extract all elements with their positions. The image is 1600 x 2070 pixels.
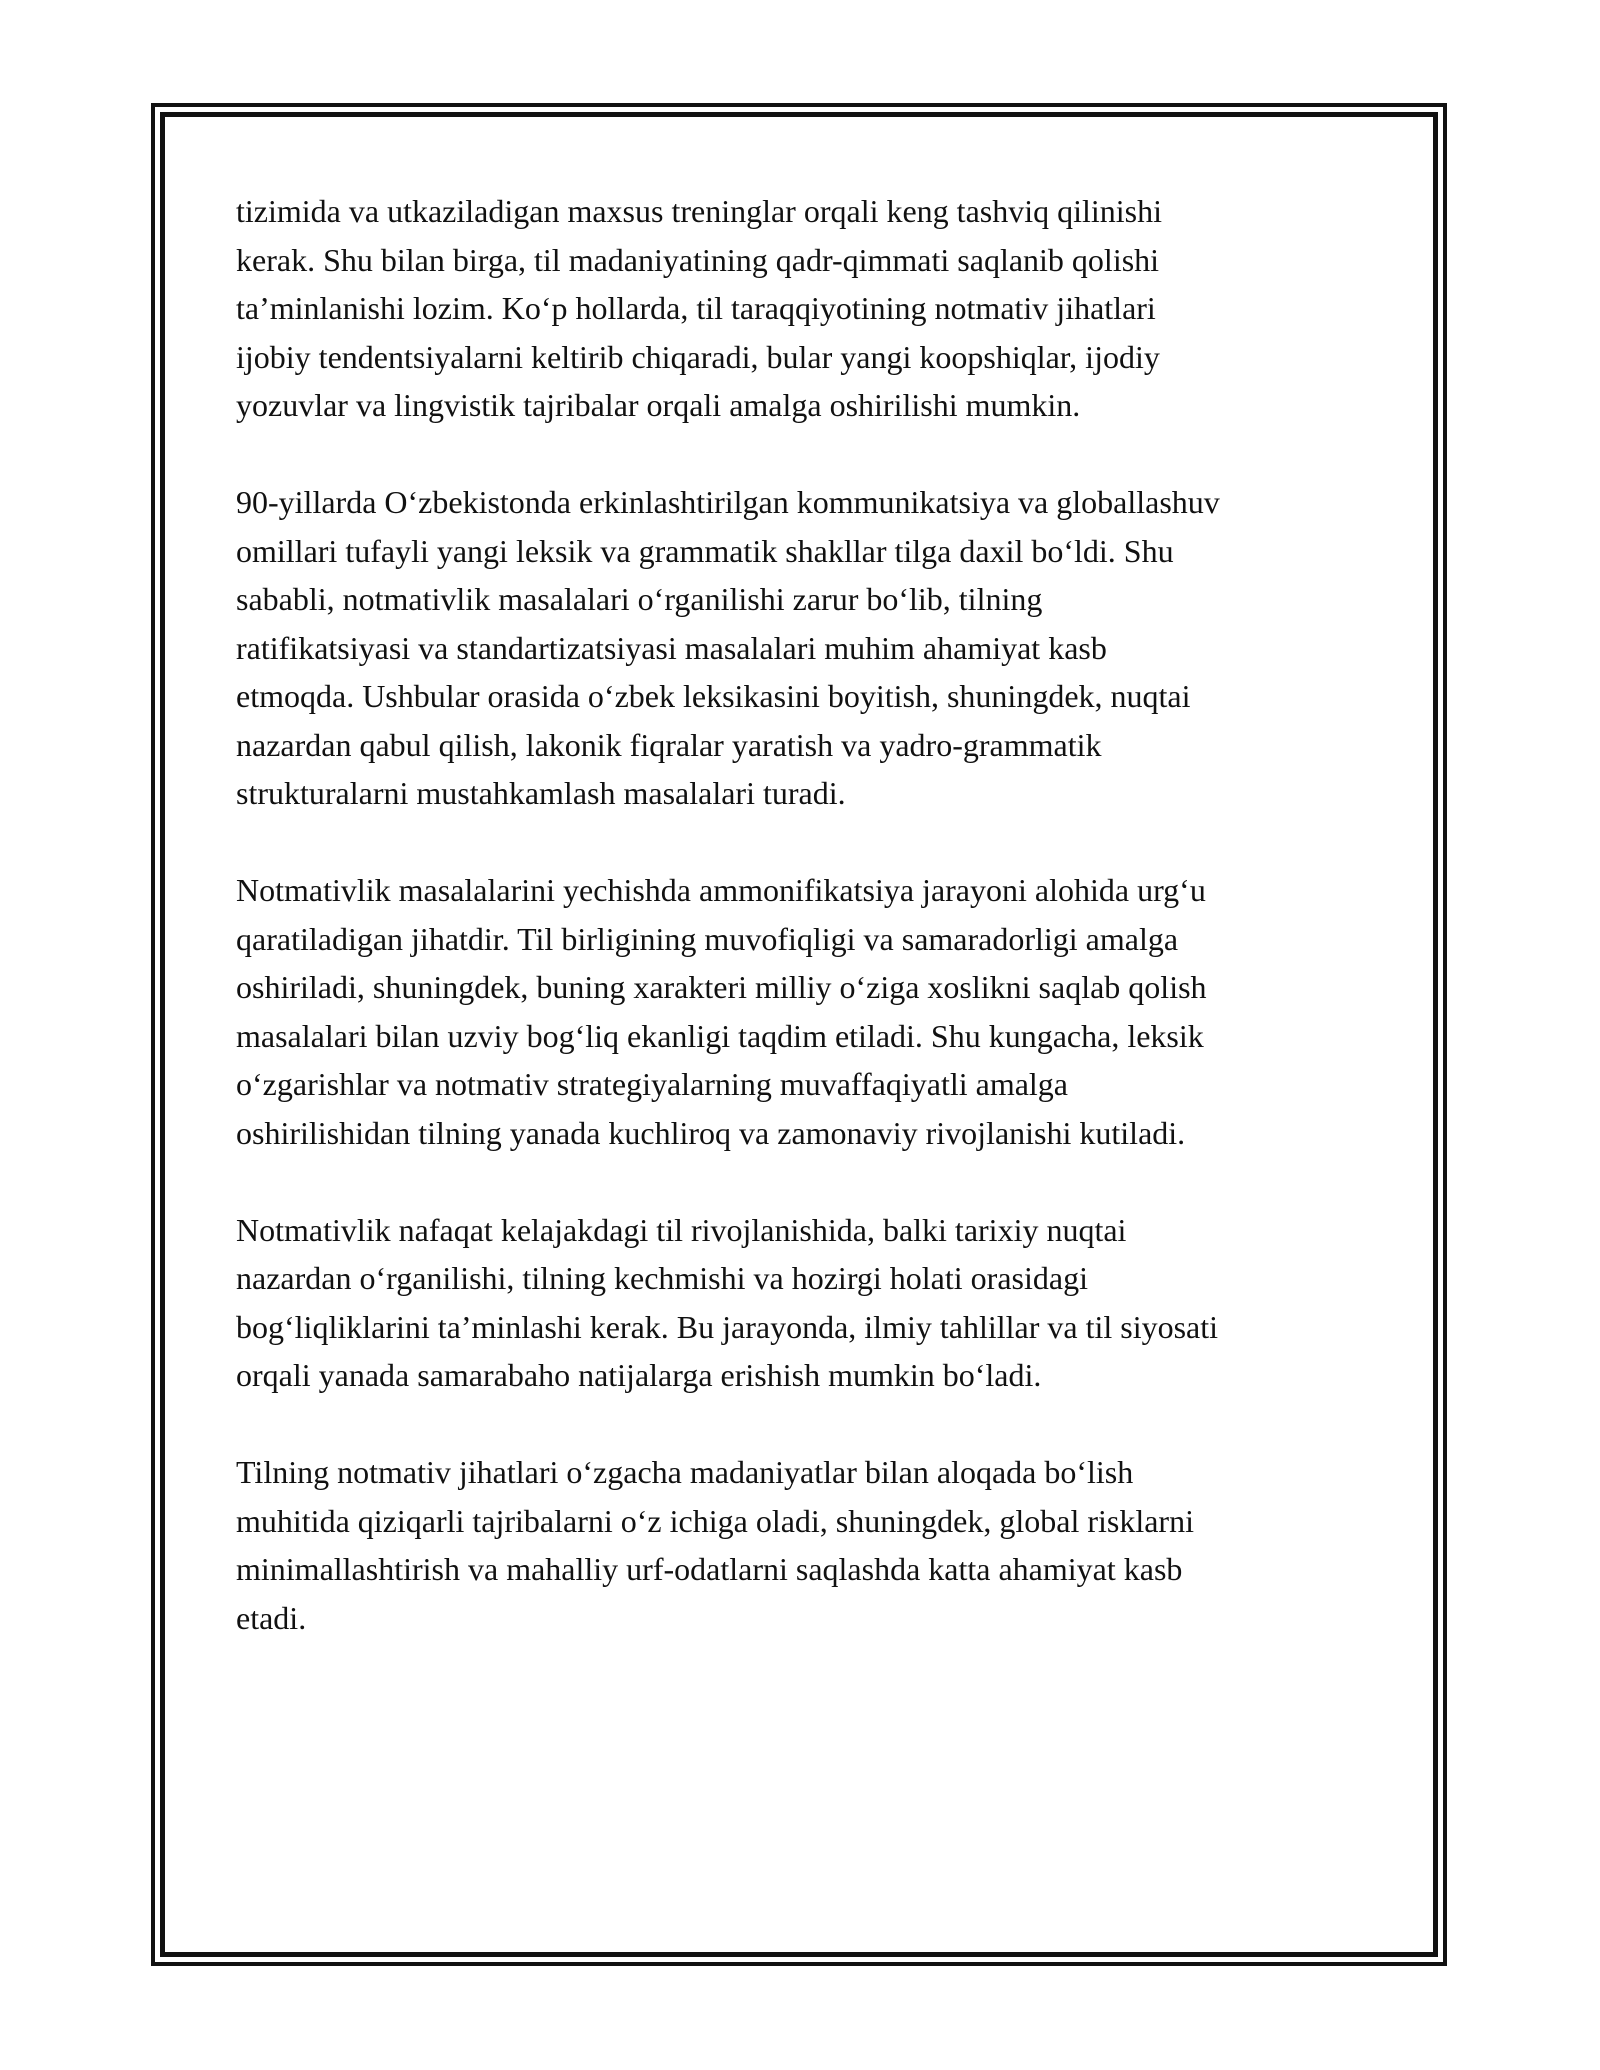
text-line: oshiriladi, shuningdek, buning xarakteri milliy o‘ziga xoslikni saqlab qolish — [236, 969, 1207, 1005]
text-line: masalalari bilan uzviy bog‘liq ekanligi taqdim etiladi. Shu kungacha, leksik — [236, 1017, 1204, 1054]
paragraph — [236, 187, 1376, 430]
text-line: qaratiladigan jihatdir. Til birligining muvofiqligi va samaradorligi amalga — [236, 920, 1179, 957]
text-line: 90-yillarda O‘zbekistonda erkinlashtirilgan kommunikatsiya va globallashuv — [236, 484, 1220, 520]
text-line: nazardan o‘rganilishi, tilning kechmishi va hozirgi holati orasidagi — [236, 1260, 1088, 1296]
text-line: bog‘liqliklarini ta’minlashi kerak. Bu jarayonda, ilmiy tahlillar va til siyosati — [236, 1308, 1219, 1345]
text-line: Tilning notmativ jihatlari o‘zgacha madaniyatlar bilan aloqada bo‘lish — [236, 1454, 1134, 1490]
text-line: o‘zgarishlar va notmativ strategiyalarning muvaffaqiyatli amalga — [236, 1066, 1068, 1102]
text-line: minimallashtirish va mahalliy urf-odatlarni saqlashda katta ahamiyat kasb — [236, 1551, 1183, 1587]
text-line: kerak. Shu bilan birga, til madaniyatining qadr-qimmati saqlanib qolishi — [236, 241, 1160, 278]
text-line: Notmativlik nafaqat kelajakdagi til rivojlanishida, balki tarixiy nuqtai — [236, 1211, 1127, 1248]
text-line: ta’minlanishi lozim. Ko‘p hollarda, til taraqqiyotining notmativ jihatlari — [236, 290, 1156, 326]
paragraph — [236, 478, 1376, 818]
text-line: Notmativlik masalalarini yechishda ammonifikatsiya jarayoni alohida urg‘u — [236, 872, 1206, 908]
text-line: nazardan qabul qilish, lakonik fiqralar yaratish va yadro-grammatik — [236, 726, 1102, 763]
text-line: etmoqda. Ushbular orasida o‘zbek leksikasini boyitish, shuningdek, nuqtai — [236, 678, 1191, 714]
text-line: strukturalarni mustahkamlash masalalari turadi. — [236, 775, 846, 811]
text-line: etadi. — [236, 1599, 307, 1636]
document-body — [236, 187, 1376, 1691]
paragraph — [236, 1206, 1376, 1400]
text-line: ratifikatsiyasi va standartizatsiyasi masalalari muhim ahamiyat kasb — [236, 629, 1107, 666]
text-line: oshirilishidan tilning yanada kuchliroq va zamonaviy rivojlanishi kutiladi. — [236, 1114, 1186, 1151]
text-line: ijobiy tendentsiyalarni keltirib chiqaradi, bular yangi koopshiqlar, ijodiy — [236, 338, 1160, 375]
paragraph — [236, 1448, 1376, 1642]
text-line: tizimida va utkaziladigan maxsus treninglar orqali keng tashviq qilinishi — [236, 193, 1163, 229]
text-line: omillari tufayli yangi leksik va grammatik shakllar tilga daxil bo‘ldi. Shu — [236, 532, 1174, 569]
text-line: sababli, notmativlik masalalari o‘rganilishi zarur bo‘lib, tilning — [236, 581, 1043, 617]
text-line: muhitida qiziqarli tajribalarni o‘z ichiga oladi, shuningdek, global risklarni — [236, 1502, 1194, 1539]
text-line: yozuvlar va lingvistik tajribalar orqali amalga oshirilishi mumkin. — [236, 387, 1081, 423]
text-line: orqali yanada samarabaho natijalarga erishish mumkin bo‘ladi. — [236, 1357, 1042, 1393]
paragraph — [236, 866, 1376, 1157]
